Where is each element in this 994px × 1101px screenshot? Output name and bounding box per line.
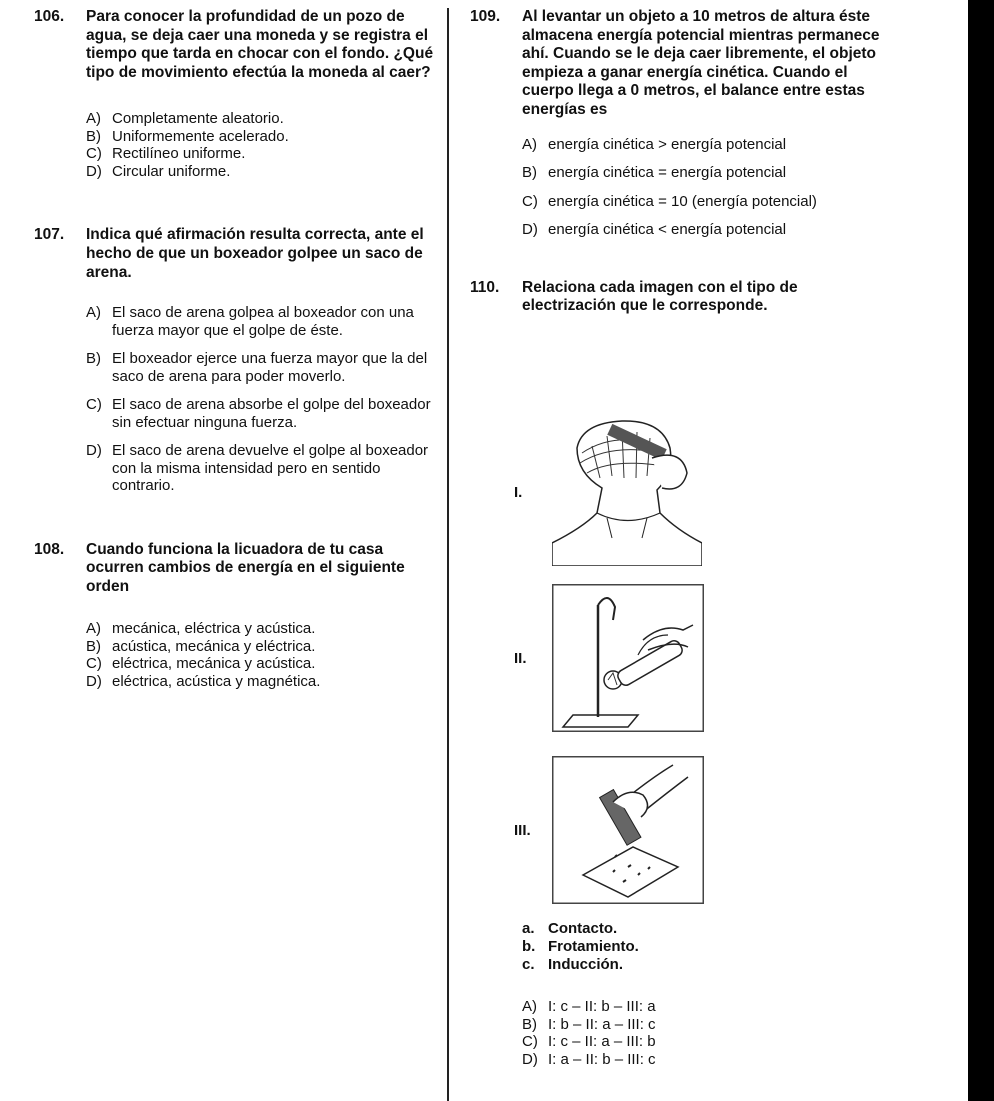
type-c: c. Inducción. — [522, 956, 623, 973]
option-b[interactable]: B) I: b – II: a – III: c — [522, 1015, 656, 1033]
question-number: 107. — [34, 226, 65, 244]
option-c[interactable]: C) I: c – II: a – III: b — [522, 1033, 656, 1050]
answer-options — [86, 110, 439, 180]
type-a: a. Contacto. — [522, 920, 618, 937]
question-number: 109. — [470, 8, 501, 25]
figure-ii — [514, 584, 704, 732]
comb-paper-bits-icon — [552, 756, 704, 904]
option-a[interactable]: A) mecánica, eléctrica y acústica. — [86, 620, 316, 638]
left-column — [34, 8, 439, 690]
option-d[interactable]: D) eléctrica, acústica y magnética. — [86, 672, 321, 690]
option-c[interactable]: C) El saco de arena absorbe el golpe del boxeador sin efectuar ninguna fuerza. — [86, 396, 431, 431]
black-edge-bar — [968, 0, 994, 1101]
option-b[interactable]: B) energía cinética = energía potencial — [522, 164, 787, 182]
figure-iii — [514, 756, 704, 904]
option-a[interactable]: A) energía cinética > energía potencial — [522, 135, 787, 153]
option-b[interactable]: B) Uniformemente acelerado. — [86, 127, 289, 145]
question-number: 110. — [470, 278, 500, 296]
option-b[interactable]: B) El boxeador ejerce una fuerza mayor que la del saco de arena para poder moverlo. — [86, 350, 428, 385]
figure-i — [514, 418, 702, 566]
question-stem: Al levantar un objeto a 10 metros de altura éste almacena energía potencial mientras permanece ahí. Cuando se le deja caer libremente, el objeto empieza a ganar energía cinética. Cuando el cuerpo llega a 0 metros, el balance entre estas energías es — [522, 8, 880, 118]
option-c[interactable]: C) eléctrica, mecánica y acústica. — [86, 655, 316, 673]
answer-options — [86, 620, 439, 690]
option-a[interactable]: A) I: c – II: b – III: a — [522, 998, 656, 1015]
answer-options — [522, 998, 902, 1068]
option-d[interactable]: D) energía cinética < energía potencial — [522, 221, 787, 239]
figure-label: II. — [514, 649, 527, 667]
option-d[interactable]: D) Circular uniforme. — [86, 162, 231, 180]
question-110 — [470, 279, 890, 316]
option-d[interactable]: D) El saco de arena devuelve el golpe al boxeador con la misma intensidad pero en sentido contrario. — [86, 442, 429, 495]
question-stem: Para conocer la profundidad de un pozo de agua, se deja caer una moneda y se registra el tiempo que tarda en chocar con el fondo. ¿Qué tipo de movimiento efectúa la moneda al caer? — [86, 8, 434, 81]
option-c[interactable]: C) energía cinética = 10 (energía potencial) — [522, 192, 817, 210]
question-106 — [34, 8, 439, 180]
option-a[interactable]: A) El saco de arena golpea al boxeador con una fuerza mayor que el golpe de éste. — [86, 304, 414, 339]
column-divider — [447, 8, 449, 1101]
hair-comb-icon — [552, 418, 702, 566]
question-number: 108. — [34, 540, 65, 558]
question-number: 106. — [34, 8, 65, 25]
question-stem: Relaciona cada imagen con el tipo de electrización que le corresponde. — [522, 278, 798, 315]
figure-label: I. — [514, 483, 523, 501]
answer-options — [522, 136, 822, 239]
answer-options — [86, 304, 439, 495]
option-d[interactable]: D) I: a – II: b – III: c — [522, 1050, 656, 1068]
question-stem: Cuando funciona la licuadora de tu casa ocurren cambios de energía en el siguiente orden — [86, 540, 405, 595]
figure-label: III. — [514, 821, 531, 839]
option-b[interactable]: B) acústica, mecánica y eléctrica. — [86, 637, 316, 655]
question-108 — [34, 541, 439, 691]
right-column — [470, 8, 890, 316]
option-c[interactable]: C) Rectilíneo uniforme. — [86, 145, 246, 163]
type-b: b. Frotamiento. — [522, 938, 639, 955]
question-109 — [470, 8, 890, 239]
question-stem: Indica qué afirmación resulta correcta, ante el hecho de que un boxeador golpee un saco de arena. — [86, 226, 424, 281]
question-107 — [34, 226, 439, 494]
option-a[interactable]: A) Completamente aleatorio. — [86, 110, 284, 128]
electrization-types — [522, 920, 902, 1068]
electroscope-rod-icon — [552, 584, 704, 732]
